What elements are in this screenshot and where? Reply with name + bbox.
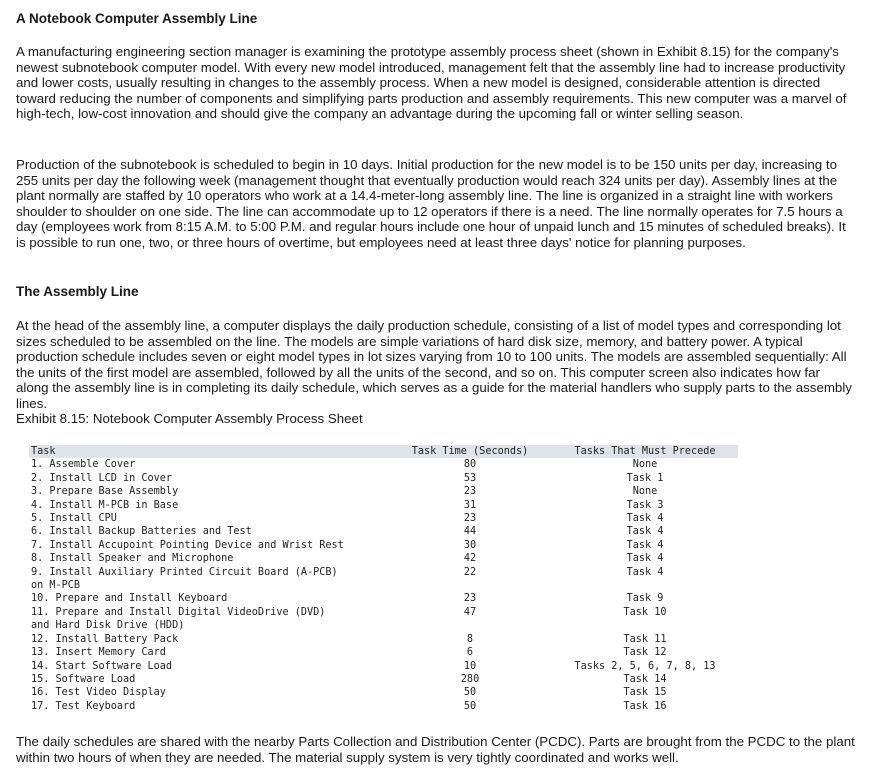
task-name-cell [29, 606, 388, 633]
task-name: 7. Install Accupoint Pointing Device and Wrist Rest [31, 539, 344, 551]
table-row [29, 472, 738, 485]
production-paragraph: Production of the subnotebook is scheduled to begin in 10 days. Initial production for the new model is to be 150 units per day, increasing to 255 units per day the following week (management thought that eventually production would reach 324 units per day). Assembly lines at the plant normally are staffed by 10 operators who work at a 14.4-meter-long assembly line. The line is organized in a straight line with workers shoulder to shoulder on one side. The line can accommodate up to 12 operators if there is a need. The line normally operates for 7.5 hours a day (employees work from 8:15 A.M. to 5:00 P.M. and regular hours include one hour of unpaid lunch and 15 minutes of scheduled breaks). It is possible to run one, two, or three hours of overtime, but employees need at least three days' notice for planning purposes. [16, 157, 846, 250]
task-name: 6. Install Backup Batteries and Test [31, 526, 252, 538]
task-time-cell: 280 [460, 673, 480, 685]
task-name-cell [29, 566, 388, 593]
task-time-cell: 44 [463, 526, 477, 538]
table-row [29, 660, 738, 673]
table-row [29, 592, 738, 605]
precedence-cell: Task 4 [626, 553, 664, 565]
task-name: 4. Install M-PCB in Base [31, 499, 179, 511]
table-body [29, 458, 738, 713]
task-name: 1. Assemble Cover [31, 459, 136, 471]
intro-paragraph: A manufacturing engineering section manager is examining the prototype assembly process sheet (shown in Exhibit 8.15) for the company's newest subnotebook computer model. With every new model introduced, management felt that the assembly line had to increase productivity and lower costs, usually resulting in changes to the assembly process. When a new model is designed, considerable attention is directed toward reducing the number of components and simplifying parts production and assembly requirements. This new computer was a marvel of high-tech, low-cost innovation and should give the company an advantage during the upcoming fall or winter selling season. [16, 44, 847, 122]
task-name: 9. Install Auxiliary Printed Circuit Board (A-PCB) [31, 566, 338, 578]
task-time-cell: 22 [463, 566, 477, 578]
task-name: 3. Prepare Base Assembly [31, 486, 179, 498]
task-time-cell: 50 [463, 700, 477, 712]
task-name-continued: and Hard Disk Drive (HDD) [31, 620, 185, 632]
document-title: A Notebook Computer Assembly Line [16, 11, 258, 26]
task-name: 12. Install Battery Pack [31, 633, 179, 645]
task-name-cell [29, 472, 388, 485]
precedence-cell: Task 1 [626, 472, 664, 484]
task-time-cell: 23 [463, 513, 477, 525]
table-row [29, 566, 738, 593]
task-time-cell: 80 [463, 459, 477, 471]
task-name: 13. Insert Memory Card [31, 647, 166, 659]
task-name-cell [29, 646, 388, 659]
assembly-line-paragraph: At the head of the assembly line, a computer displays the daily production schedule, consisting of a list of model types and corresponding lot sizes scheduled to be assembled on the line. The models are simple variations of hard disk size, memory, and battery power. A typical production schedule includes seven or eight model types in lot sizes varying from 10 to 100 units. The models are assembled sequentially: All the units of the first model are assembled, followed by all the units of the second, and so on. This computer screen also indicates how far along the assembly line is in completing its daily schedule, which serves as a guide for the material handlers who supply parts to the assembly lines. [16, 318, 852, 411]
table-row [29, 458, 738, 471]
task-time-cell: 30 [463, 539, 477, 551]
task-name: 15. Software Load [31, 673, 136, 685]
precedence-cell: Task 16 [623, 700, 667, 712]
task-name-cell [29, 539, 388, 552]
table-row [29, 552, 738, 565]
task-name: 2. Install LCD in Cover [31, 472, 173, 484]
table-row [29, 646, 738, 659]
task-time-cell: 53 [463, 472, 477, 484]
table-row [29, 606, 738, 633]
header-precedence: Tasks That Must Precede [552, 445, 738, 458]
task-time-cell: 47 [463, 606, 477, 618]
table-row [29, 539, 738, 552]
task-time-cell: 23 [463, 593, 477, 605]
task-time-cell: 8 [466, 633, 474, 645]
table-row [29, 633, 738, 646]
section-heading: The Assembly Line [16, 284, 139, 299]
precedence-cell: None [632, 486, 658, 498]
precedence-cell: Task 4 [626, 526, 664, 538]
assembly-process-table [29, 445, 738, 713]
precedence-cell: Task 3 [626, 499, 664, 511]
precedence-cell: Task 4 [626, 566, 664, 578]
task-name: 5. Install CPU [31, 513, 117, 525]
task-name-cell [29, 512, 388, 525]
precedence-cell: Task 10 [623, 606, 667, 618]
table-row [29, 512, 738, 525]
task-name-cell [29, 552, 388, 565]
task-name: 16. Test Video Display [31, 687, 166, 699]
table-row [29, 499, 738, 512]
header-task-time: Task Time (Seconds) [388, 445, 552, 458]
table-row [29, 700, 738, 713]
exhibit-caption: Exhibit 8.15: Notebook Computer Assembly Process Sheet [16, 411, 363, 426]
precedence-cell: Task 9 [626, 593, 664, 605]
task-time-cell: 31 [463, 499, 477, 511]
table-row [29, 485, 738, 498]
table-row [29, 673, 738, 686]
task-time-cell: 50 [463, 687, 477, 699]
precedence-cell: Task 4 [626, 539, 664, 551]
task-name: 14. Start Software Load [31, 660, 173, 672]
table-row [29, 686, 738, 699]
task-name: 8. Install Speaker and Microphone [31, 553, 234, 565]
task-name-continued: on M-PCB [31, 580, 81, 592]
task-time-cell: 42 [463, 553, 477, 565]
task-name-cell [29, 592, 388, 605]
task-time-cell: 6 [466, 647, 474, 659]
task-name: 17. Test Keyboard [31, 700, 136, 712]
task-name-cell [29, 686, 388, 699]
task-time-cell: 23 [463, 486, 477, 498]
task-name-cell [29, 673, 388, 686]
task-name: 10. Prepare and Install Keyboard [31, 593, 228, 605]
task-name-cell [29, 499, 388, 512]
closing-paragraph: The daily schedules are shared with the nearby Parts Collection and Distribution Center (PCDC). Parts are brought from the PCDC to the plant within two hours of when they are needed. The material supply system is very tightly coordinated and works well. [16, 734, 855, 765]
precedence-cell: None [632, 459, 658, 471]
precedence-cell: Task 14 [623, 673, 667, 685]
precedence-cell: Task 4 [626, 513, 664, 525]
task-time-cell: 10 [463, 660, 477, 672]
task-name-cell [29, 700, 388, 713]
precedence-cell: Task 12 [623, 647, 667, 659]
precedence-cell: Tasks 2, 5, 6, 7, 8, 13 [574, 660, 716, 672]
header-task: Task [29, 445, 388, 458]
task-name: 11. Prepare and Install Digital VideoDrive (DVD) [31, 606, 326, 618]
task-name-cell [29, 633, 388, 646]
task-name-cell [29, 660, 388, 673]
task-name-cell [29, 525, 388, 538]
task-name-cell [29, 485, 388, 498]
task-name-cell [29, 458, 388, 471]
table-row [29, 525, 738, 538]
table-header-row [29, 445, 738, 458]
precedence-cell: Task 11 [623, 633, 667, 645]
precedence-cell: Task 15 [623, 687, 667, 699]
